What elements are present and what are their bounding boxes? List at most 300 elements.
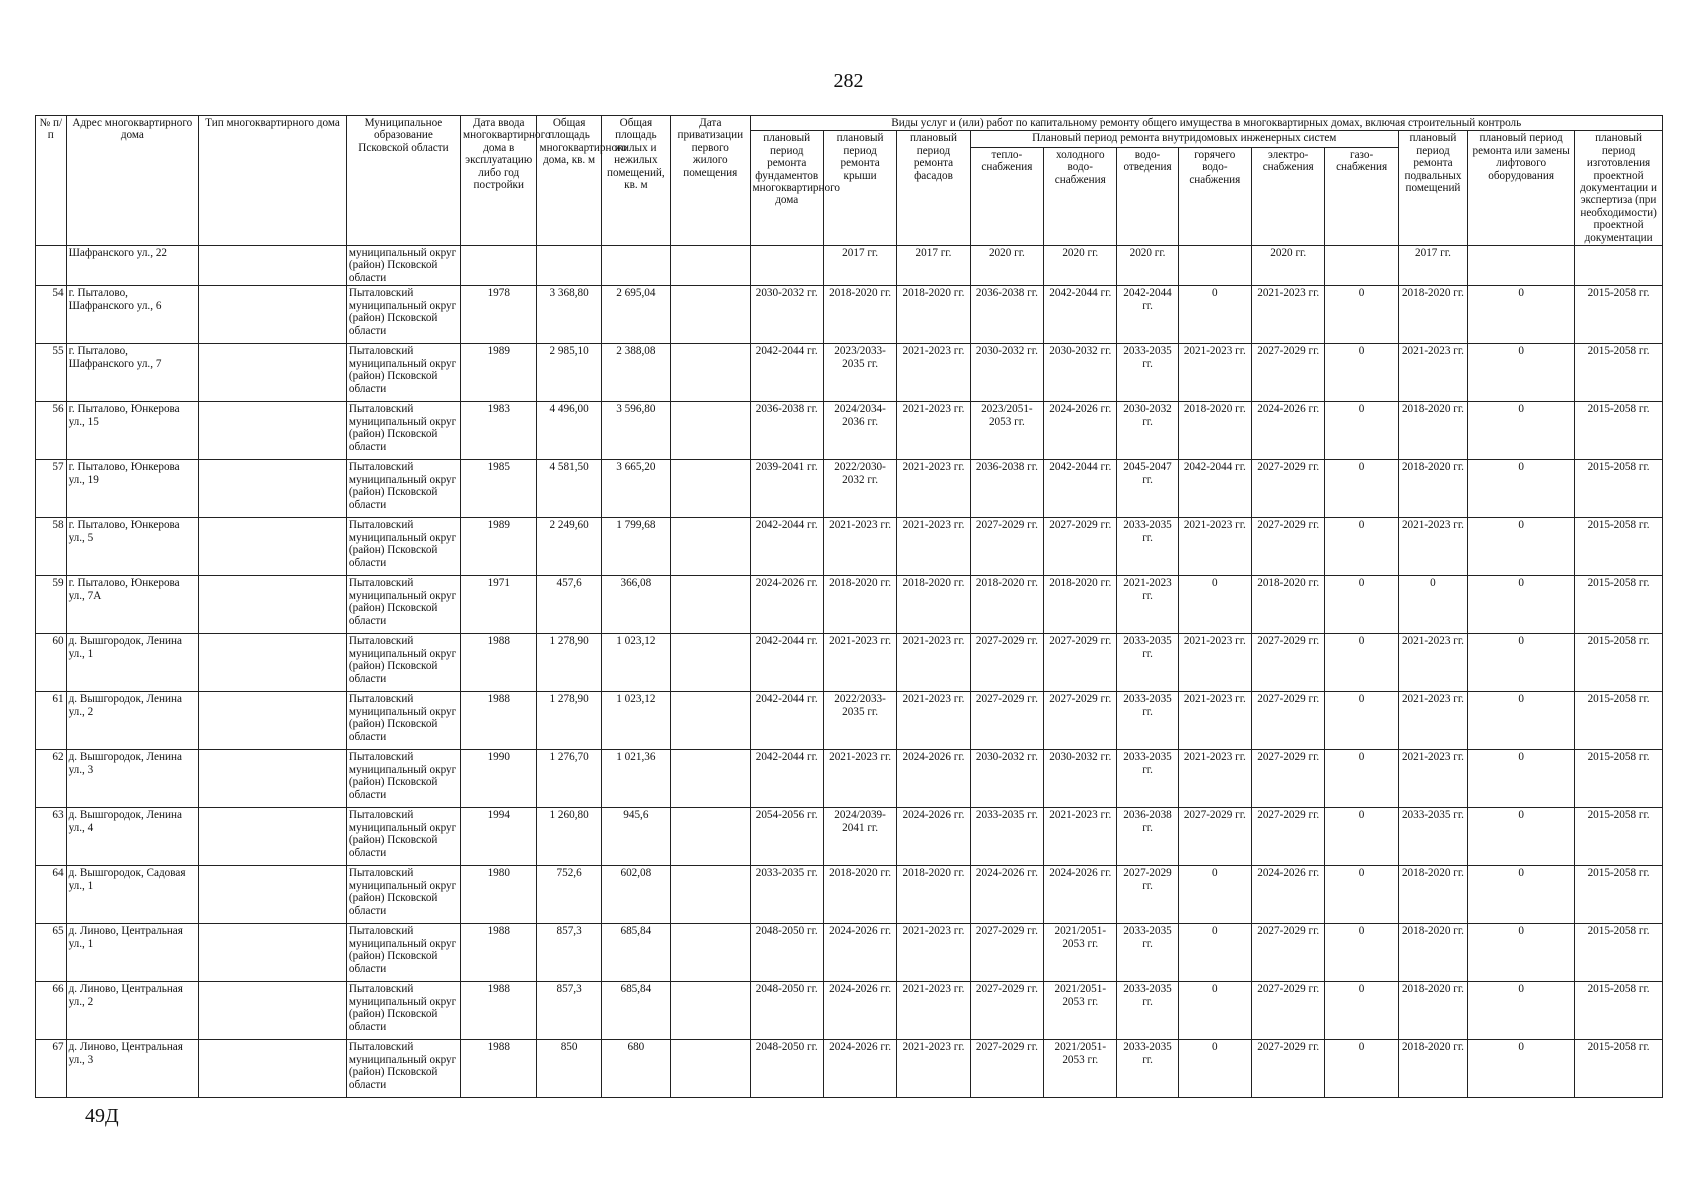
cell-basement: 2033-2035 гг.: [1398, 808, 1467, 866]
cell-heat: 2027-2029 гг.: [970, 634, 1043, 692]
cell-municipality: Пыталовский муниципальный округ (район) Псковской области: [346, 982, 460, 1040]
cell-cold-water: 2021/2051-2053 гг.: [1044, 982, 1117, 1040]
cell-num: 64: [36, 866, 67, 924]
cell-facade: 2024-2026 гг.: [897, 808, 970, 866]
cell-heat: 2027-2029 гг.: [970, 924, 1043, 982]
table-row: [36, 634, 1663, 692]
cell-year: 1971: [461, 576, 537, 634]
cell-drainage: 2033-2035 гг.: [1117, 344, 1178, 402]
cell-total-area: 1 278,90: [537, 634, 601, 692]
cell-num: 58: [36, 518, 67, 576]
cell-gas: 0: [1325, 576, 1398, 634]
cell-roof: 2022/2033-2035 гг.: [823, 692, 896, 750]
cell-privatization: [671, 1040, 751, 1098]
cell-type: [199, 1040, 347, 1098]
header-project-docs: плановый период изготовления проектной документации и экспертиза (при необходимости) проектной документации: [1575, 131, 1663, 246]
cell-hot-water: 2021-2023 гг.: [1178, 750, 1251, 808]
cell-gas: 0: [1325, 692, 1398, 750]
cell-municipality: муниципальный округ (район) Псковской области: [346, 246, 460, 286]
cell-heat: 2023/2051-2053 гг.: [970, 402, 1043, 460]
cell-gas: 0: [1325, 286, 1398, 344]
cell-project-docs: 2015-2058 гг.: [1575, 924, 1663, 982]
cell-drainage: 2033-2035 гг.: [1117, 924, 1178, 982]
cell-address: г. Пыталово, Юнкерова ул., 5: [66, 518, 199, 576]
cell-roof: 2021-2023 гг.: [823, 634, 896, 692]
cell-year: 1980: [461, 866, 537, 924]
cell-basement: 2018-2020 гг.: [1398, 866, 1467, 924]
cell-privatization: [671, 982, 751, 1040]
cell-cold-water: 2027-2029 гг.: [1044, 692, 1117, 750]
cell-gas: 0: [1325, 460, 1398, 518]
cell-hot-water: 2021-2023 гг.: [1178, 634, 1251, 692]
cell-facade: 2021-2023 гг.: [897, 460, 970, 518]
repair-schedule-table: [35, 115, 1663, 1098]
cell-hot-water: 0: [1178, 924, 1251, 982]
header-type: Тип многоквартирного дома: [199, 116, 347, 246]
cell-municipality: Пыталовский муниципальный округ (район) Псковской области: [346, 460, 460, 518]
cell-roof: 2018-2020 гг.: [823, 866, 896, 924]
cell-electric: 2027-2029 гг.: [1252, 1040, 1325, 1098]
cell-type: [199, 808, 347, 866]
cell-roof: 2023/2033-2035 гг.: [823, 344, 896, 402]
cell-heat: 2036-2038 гг.: [970, 460, 1043, 518]
cell-total-area: 857,3: [537, 982, 601, 1040]
header-address: Адрес многоквартирного дома: [66, 116, 199, 246]
table-row-continued: [36, 246, 1663, 286]
cell-electric: 2027-2029 гг.: [1252, 518, 1325, 576]
cell-project-docs: 2015-2058 гг.: [1575, 634, 1663, 692]
table-row: [36, 982, 1663, 1040]
cell-type: [199, 518, 347, 576]
cell-project-docs: 2015-2058 гг.: [1575, 344, 1663, 402]
header-works-group: Виды услуг и (или) работ по капитальному ремонту общего имущества в многоквартирных домах, включая строительный контроль: [750, 116, 1662, 131]
cell-municipality: Пыталовский муниципальный округ (район) Псковской области: [346, 750, 460, 808]
cell-cold-water: 2018-2020 гг.: [1044, 576, 1117, 634]
cell-living-area: 602,08: [601, 866, 670, 924]
header-systems-group: Плановый период ремонта внутридомовых инженерных систем: [970, 131, 1398, 147]
header-electric: электро-снабжения: [1252, 147, 1325, 245]
cell-foundation: 2024-2026 гг.: [750, 576, 823, 634]
cell-living-area: 3 665,20: [601, 460, 670, 518]
cell-facade: 2018-2020 гг.: [897, 576, 970, 634]
cell-heat: 2027-2029 гг.: [970, 1040, 1043, 1098]
cell-electric: 2027-2029 гг.: [1252, 460, 1325, 518]
cell-foundation: 2030-2032 гг.: [750, 286, 823, 344]
cell-roof: 2021-2023 гг.: [823, 750, 896, 808]
document-code: 49Д: [85, 1105, 119, 1127]
cell-num: 55: [36, 344, 67, 402]
cell-living-area: 1 023,12: [601, 692, 670, 750]
cell-cold-water: 2027-2029 гг.: [1044, 634, 1117, 692]
cell-gas: 0: [1325, 518, 1398, 576]
cell-address: д. Вышгородок, Ленина ул., 1: [66, 634, 199, 692]
cell-privatization: [671, 402, 751, 460]
cell-project-docs: 2015-2058 гг.: [1575, 286, 1663, 344]
cell-electric: 2027-2029 гг.: [1252, 634, 1325, 692]
cell-roof: 2024-2026 гг.: [823, 924, 896, 982]
cell-num: [36, 246, 67, 286]
cell-foundation: 2054-2056 гг.: [750, 808, 823, 866]
cell-num: 61: [36, 692, 67, 750]
cell-cold-water: 2027-2029 гг.: [1044, 518, 1117, 576]
cell-num: 57: [36, 460, 67, 518]
cell-municipality: Пыталовский муниципальный округ (район) Псковской области: [346, 692, 460, 750]
cell-num: 66: [36, 982, 67, 1040]
cell-privatization: [671, 344, 751, 402]
cell-municipality: Пыталовский муниципальный округ (район) Псковской области: [346, 808, 460, 866]
cell-basement: 2021-2023 гг.: [1398, 750, 1467, 808]
cell-year: 1994: [461, 808, 537, 866]
cell-elevator: 0: [1468, 460, 1575, 518]
cell-basement: 2018-2020 гг.: [1398, 460, 1467, 518]
table-row: [36, 924, 1663, 982]
cell-electric: 2027-2029 гг.: [1252, 750, 1325, 808]
page-number: 282: [833, 70, 864, 92]
cell-basement: 2021-2023 гг.: [1398, 692, 1467, 750]
cell-facade: 2021-2023 гг.: [897, 924, 970, 982]
cell-hot-water: 2042-2044 гг.: [1178, 460, 1251, 518]
cell-roof: 2024-2026 гг.: [823, 1040, 896, 1098]
cell-electric: 2027-2029 гг.: [1252, 692, 1325, 750]
cell-address: д. Вышгородок, Ленина ул., 3: [66, 750, 199, 808]
cell-elevator: 0: [1468, 924, 1575, 982]
cell-roof: 2021-2023 гг.: [823, 518, 896, 576]
cell-elevator: 0: [1468, 576, 1575, 634]
cell-year: 1988: [461, 982, 537, 1040]
cell-address: д. Линово, Центральная ул., 3: [66, 1040, 199, 1098]
cell-year: 1989: [461, 518, 537, 576]
cell-hot-water: 2021-2023 гг.: [1178, 692, 1251, 750]
cell-gas: 0: [1325, 866, 1398, 924]
cell-municipality: Пыталовский муниципальный округ (район) Псковской области: [346, 402, 460, 460]
cell-elevator: [1468, 246, 1575, 286]
cell-address: Шафранского ул., 22: [66, 246, 199, 286]
cell-gas: 0: [1325, 1040, 1398, 1098]
cell-num: 60: [36, 634, 67, 692]
cell-cold-water: 2021/2051-2053 гг.: [1044, 1040, 1117, 1098]
cell-address: д. Линово, Центральная ул., 1: [66, 924, 199, 982]
cell-basement: 0: [1398, 576, 1467, 634]
cell-facade: 2017 гг.: [897, 246, 970, 286]
cell-total-area: 857,3: [537, 924, 601, 982]
table-row: [36, 576, 1663, 634]
cell-total-area: 2 249,60: [537, 518, 601, 576]
cell-project-docs: 2015-2058 гг.: [1575, 518, 1663, 576]
cell-elevator: 0: [1468, 808, 1575, 866]
cell-facade: 2021-2023 гг.: [897, 982, 970, 1040]
cell-heat: 2027-2029 гг.: [970, 518, 1043, 576]
cell-gas: 0: [1325, 982, 1398, 1040]
cell-hot-water: 2021-2023 гг.: [1178, 344, 1251, 402]
cell-basement: 2018-2020 гг.: [1398, 982, 1467, 1040]
cell-total-area: 850: [537, 1040, 601, 1098]
cell-privatization: [671, 576, 751, 634]
cell-foundation: 2048-2050 гг.: [750, 982, 823, 1040]
cell-privatization: [671, 246, 751, 286]
cell-gas: 0: [1325, 402, 1398, 460]
table-row: [36, 808, 1663, 866]
cell-roof: 2018-2020 гг.: [823, 576, 896, 634]
table-row: [36, 750, 1663, 808]
cell-drainage: 2020 гг.: [1117, 246, 1178, 286]
cell-electric: 2027-2029 гг.: [1252, 982, 1325, 1040]
cell-address: г. Пыталово, Юнкерова ул., 7А: [66, 576, 199, 634]
cell-drainage: 2045-2047 гг.: [1117, 460, 1178, 518]
cell-total-area: 1 278,90: [537, 692, 601, 750]
cell-foundation: 2042-2044 гг.: [750, 692, 823, 750]
cell-municipality: Пыталовский муниципальный округ (район) Псковской области: [346, 924, 460, 982]
cell-facade: 2024-2026 гг.: [897, 750, 970, 808]
cell-municipality: Пыталовский муниципальный округ (район) Псковской области: [346, 576, 460, 634]
cell-elevator: 0: [1468, 1040, 1575, 1098]
cell-living-area: 366,08: [601, 576, 670, 634]
cell-municipality: Пыталовский муниципальный округ (район) Псковской области: [346, 518, 460, 576]
cell-cold-water: 2021-2023 гг.: [1044, 808, 1117, 866]
cell-elevator: 0: [1468, 750, 1575, 808]
cell-privatization: [671, 518, 751, 576]
cell-elevator: 0: [1468, 518, 1575, 576]
header-privatization: Дата приватизации первого жилого помещения: [671, 116, 751, 246]
table-row: [36, 402, 1663, 460]
cell-roof: 2017 гг.: [823, 246, 896, 286]
cell-basement: 2018-2020 гг.: [1398, 286, 1467, 344]
cell-elevator: 0: [1468, 982, 1575, 1040]
header-basement: плановый период ремонта подвальных помещений: [1398, 131, 1467, 246]
cell-gas: [1325, 246, 1398, 286]
cell-total-area: [537, 246, 601, 286]
cell-facade: 2021-2023 гг.: [897, 1040, 970, 1098]
cell-foundation: [750, 246, 823, 286]
cell-drainage: 2027-2029 гг.: [1117, 866, 1178, 924]
header-gas: газо-снабжения: [1325, 147, 1398, 245]
cell-project-docs: 2015-2058 гг.: [1575, 808, 1663, 866]
cell-type: [199, 286, 347, 344]
cell-hot-water: 2018-2020 гг.: [1178, 402, 1251, 460]
cell-electric: 2024-2026 гг.: [1252, 866, 1325, 924]
cell-year: 1988: [461, 634, 537, 692]
header-municipality: Муниципальное образование Псковской области: [346, 116, 460, 246]
cell-gas: 0: [1325, 808, 1398, 866]
cell-project-docs: 2015-2058 гг.: [1575, 576, 1663, 634]
cell-foundation: 2042-2044 гг.: [750, 344, 823, 402]
cell-project-docs: [1575, 246, 1663, 286]
cell-living-area: 1 021,36: [601, 750, 670, 808]
cell-facade: 2018-2020 гг.: [897, 866, 970, 924]
cell-cold-water: 2021/2051-2053 гг.: [1044, 924, 1117, 982]
cell-living-area: 2 388,08: [601, 344, 670, 402]
cell-elevator: 0: [1468, 344, 1575, 402]
cell-address: д. Вышгородок, Садовая ул., 1: [66, 866, 199, 924]
cell-drainage: 2042-2044 гг.: [1117, 286, 1178, 344]
cell-total-area: 2 985,10: [537, 344, 601, 402]
cell-roof: 2024/2039-2041 гг.: [823, 808, 896, 866]
header-cold-water: холодного водо-снабжения: [1044, 147, 1117, 245]
cell-heat: 2024-2026 гг.: [970, 866, 1043, 924]
cell-elevator: 0: [1468, 286, 1575, 344]
cell-foundation: 2042-2044 гг.: [750, 750, 823, 808]
cell-electric: 2027-2029 гг.: [1252, 924, 1325, 982]
cell-hot-water: 0: [1178, 866, 1251, 924]
cell-address: г. Пыталово, Шафранского ул., 7: [66, 344, 199, 402]
cell-num: 62: [36, 750, 67, 808]
cell-foundation: 2042-2044 гг.: [750, 518, 823, 576]
cell-heat: 2018-2020 гг.: [970, 576, 1043, 634]
cell-foundation: 2036-2038 гг.: [750, 402, 823, 460]
cell-drainage: 2033-2035 гг.: [1117, 634, 1178, 692]
cell-address: г. Пыталово, Юнкерова ул., 19: [66, 460, 199, 518]
cell-gas: 0: [1325, 344, 1398, 402]
header-hot-water: горячего водо-снабжения: [1178, 147, 1251, 245]
header-foundation: плановый период ремонта фундаментов многоквартирного дома: [750, 131, 823, 246]
cell-drainage: 2033-2035 гг.: [1117, 750, 1178, 808]
cell-privatization: [671, 924, 751, 982]
table-row: [36, 286, 1663, 344]
cell-electric: 2020 гг.: [1252, 246, 1325, 286]
cell-basement: 2021-2023 гг.: [1398, 518, 1467, 576]
cell-roof: 2024/2034-2036 гг.: [823, 402, 896, 460]
cell-electric: 2024-2026 гг.: [1252, 402, 1325, 460]
cell-project-docs: 2015-2058 гг.: [1575, 692, 1663, 750]
cell-total-area: 4 581,50: [537, 460, 601, 518]
cell-heat: 2033-2035 гг.: [970, 808, 1043, 866]
cell-type: [199, 576, 347, 634]
header-heat: тепло-снабжения: [970, 147, 1043, 245]
cell-foundation: 2033-2035 гг.: [750, 866, 823, 924]
cell-year: 1978: [461, 286, 537, 344]
header-drainage: водо-отведения: [1117, 147, 1178, 245]
header-total-area: Общая площадь многоквартирного дома, кв. м: [537, 116, 601, 246]
cell-address: д. Линово, Центральная ул., 2: [66, 982, 199, 1040]
cell-living-area: 3 596,80: [601, 402, 670, 460]
cell-cold-water: 2042-2044 гг.: [1044, 460, 1117, 518]
cell-total-area: 1 260,80: [537, 808, 601, 866]
cell-address: д. Вышгородок, Ленина ул., 4: [66, 808, 199, 866]
cell-roof: 2018-2020 гг.: [823, 286, 896, 344]
cell-foundation: 2048-2050 гг.: [750, 924, 823, 982]
cell-cold-water: 2030-2032 гг.: [1044, 344, 1117, 402]
cell-facade: 2021-2023 гг.: [897, 344, 970, 402]
cell-foundation: 2048-2050 гг.: [750, 1040, 823, 1098]
cell-address: д. Вышгородок, Ленина ул., 2: [66, 692, 199, 750]
table-row: [36, 692, 1663, 750]
cell-municipality: Пыталовский муниципальный округ (район) Псковской области: [346, 1040, 460, 1098]
cell-facade: 2021-2023 гг.: [897, 402, 970, 460]
table-row: [36, 1040, 1663, 1098]
cell-electric: 2027-2029 гг.: [1252, 344, 1325, 402]
cell-roof: 2022/2030-2032 гг.: [823, 460, 896, 518]
cell-total-area: 3 368,80: [537, 286, 601, 344]
cell-hot-water: [1178, 246, 1251, 286]
cell-facade: 2021-2023 гг.: [897, 518, 970, 576]
cell-type: [199, 402, 347, 460]
cell-foundation: 2042-2044 гг.: [750, 634, 823, 692]
cell-privatization: [671, 634, 751, 692]
cell-num: 65: [36, 924, 67, 982]
cell-gas: 0: [1325, 924, 1398, 982]
cell-living-area: 945,6: [601, 808, 670, 866]
table-row: [36, 460, 1663, 518]
cell-project-docs: 2015-2058 гг.: [1575, 866, 1663, 924]
cell-cold-water: 2024-2026 гг.: [1044, 402, 1117, 460]
cell-hot-water: 0: [1178, 286, 1251, 344]
header-year: Дата ввода многоквартирного дома в эксплуатацию либо год постройки: [461, 116, 537, 246]
cell-drainage: 2033-2035 гг.: [1117, 518, 1178, 576]
cell-municipality: Пыталовский муниципальный округ (район) Псковской области: [346, 286, 460, 344]
cell-num: 63: [36, 808, 67, 866]
cell-municipality: Пыталовский муниципальный округ (район) Псковской области: [346, 344, 460, 402]
cell-year: 1988: [461, 1040, 537, 1098]
cell-project-docs: 2015-2058 гг.: [1575, 982, 1663, 1040]
cell-cold-water: 2020 гг.: [1044, 246, 1117, 286]
cell-hot-water: 0: [1178, 982, 1251, 1040]
cell-facade: 2018-2020 гг.: [897, 286, 970, 344]
cell-elevator: 0: [1468, 692, 1575, 750]
cell-drainage: 2033-2035 гг.: [1117, 692, 1178, 750]
cell-elevator: 0: [1468, 634, 1575, 692]
cell-drainage: 2036-2038 гг.: [1117, 808, 1178, 866]
cell-type: [199, 692, 347, 750]
cell-privatization: [671, 750, 751, 808]
cell-heat: 2027-2029 гг.: [970, 692, 1043, 750]
cell-year: [461, 246, 537, 286]
cell-cold-water: 2030-2032 гг.: [1044, 750, 1117, 808]
cell-foundation: 2039-2041 гг.: [750, 460, 823, 518]
cell-total-area: 4 496,00: [537, 402, 601, 460]
cell-project-docs: 2015-2058 гг.: [1575, 1040, 1663, 1098]
cell-type: [199, 982, 347, 1040]
cell-living-area: 685,84: [601, 924, 670, 982]
header-num: № п/п: [36, 116, 67, 246]
cell-hot-water: 2021-2023 гг.: [1178, 518, 1251, 576]
cell-living-area: 1 023,12: [601, 634, 670, 692]
cell-total-area: 1 276,70: [537, 750, 601, 808]
cell-type: [199, 344, 347, 402]
cell-elevator: 0: [1468, 866, 1575, 924]
cell-privatization: [671, 692, 751, 750]
cell-hot-water: 0: [1178, 1040, 1251, 1098]
table-row: [36, 866, 1663, 924]
table-row: [36, 518, 1663, 576]
header-facade: плановый период ремонта фасадов: [897, 131, 970, 246]
cell-privatization: [671, 866, 751, 924]
cell-project-docs: 2015-2058 гг.: [1575, 402, 1663, 460]
cell-living-area: [601, 246, 670, 286]
cell-municipality: Пыталовский муниципальный округ (район) Псковской области: [346, 866, 460, 924]
cell-elevator: 0: [1468, 402, 1575, 460]
cell-drainage: 2033-2035 гг.: [1117, 982, 1178, 1040]
cell-drainage: 2033-2035 гг.: [1117, 1040, 1178, 1098]
cell-basement: 2018-2020 гг.: [1398, 402, 1467, 460]
cell-heat: 2027-2029 гг.: [970, 982, 1043, 1040]
cell-year: 1983: [461, 402, 537, 460]
header-living-area: Общая площадь жилых и нежилых помещений, кв. м: [601, 116, 670, 246]
cell-num: 56: [36, 402, 67, 460]
table-body: [36, 246, 1663, 1098]
cell-facade: 2021-2023 гг.: [897, 634, 970, 692]
cell-year: 1985: [461, 460, 537, 518]
cell-gas: 0: [1325, 750, 1398, 808]
cell-total-area: 457,6: [537, 576, 601, 634]
cell-privatization: [671, 460, 751, 518]
cell-living-area: 2 695,04: [601, 286, 670, 344]
cell-hot-water: 2027-2029 гг.: [1178, 808, 1251, 866]
cell-living-area: 1 799,68: [601, 518, 670, 576]
cell-living-area: 680: [601, 1040, 670, 1098]
cell-basement: 2018-2020 гг.: [1398, 924, 1467, 982]
cell-electric: 2021-2023 гг.: [1252, 286, 1325, 344]
cell-heat: 2030-2032 гг.: [970, 344, 1043, 402]
cell-cold-water: 2024-2026 гг.: [1044, 866, 1117, 924]
